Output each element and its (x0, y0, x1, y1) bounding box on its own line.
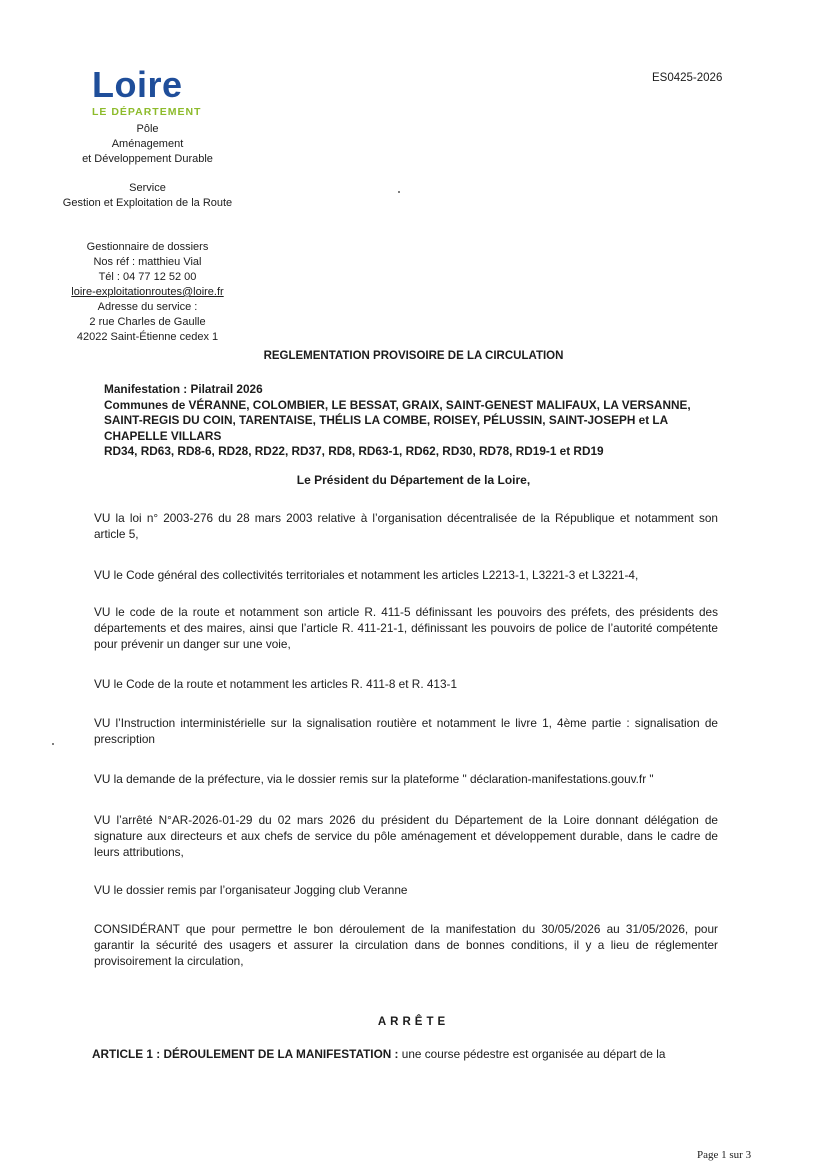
contact-block (40, 240, 255, 345)
vu-paragraph: VU le Code général des collectivités territoriales et notamment les articles L2213-1, L3221-3 et L3221-4, (94, 568, 639, 582)
communes-list: Communes de VÉRANNE, COLOMBIER, LE BESSAT, GRAIX, SAINT-GENEST MALIFAUX, LA VERSANNE, SAINT-REGIS DU COIN, TARENTAISE, THÉLIS LA COMBE, ROISEY, PÉLUSSIN, SAINT-JOSEPH et LA CHAPELLE VILLARS (104, 397, 691, 443)
manifestation-name: Manifestation : Pilatrail 2026 (104, 382, 263, 396)
service-line: Gestion et Exploitation de la Route (62, 197, 233, 209)
logo-subtitle: LE DÉPARTEMENT (92, 106, 202, 118)
page-number: Page 1 sur 3 (697, 1149, 752, 1161)
vu-paragraph: VU le Code de la route et notamment les articles R. 411-8 et R. 413-1 (94, 677, 458, 691)
considerant-paragraph: CONSIDÉRANT que pour permettre le bon déroulement de la manifestation du 30/05/2026 au 31/05/2026, pour garantir la sécurité des usagers et assurer la circulation dans de bonnes conditions, il y a lieu de réglementer provisoirement la circulation, (94, 922, 718, 968)
pole-block (60, 122, 235, 167)
contact-label: Gestionnaire de dossiers (86, 241, 209, 253)
pole-line: et Développement Durable (82, 153, 213, 165)
vu-paragraph: VU l’arrêté N°AR-2026-01-29 du 02 mars 2026 du président du Département de la Loire donnant délégation de signature aux directeurs et aux chefs de service du pôle aménagement et développement durable, dans le cadre de leurs attributions, (94, 813, 718, 859)
roads-list: RD34, RD63, RD8-6, RD28, RD22, RD37, RD8, RD63-1, RD62, RD30, RD78, RD19-1 et RD19 (104, 444, 604, 458)
document-reference: ES0425-2026 (652, 72, 723, 84)
address-street: 2 rue Charles de Gaulle (89, 316, 206, 328)
pole-line: Aménagement (111, 138, 184, 150)
address-label: Adresse du service : (97, 301, 198, 313)
scan-speck (398, 191, 400, 193)
logo-word: Loire (92, 64, 183, 105)
article-1-title: ARTICLE 1 : DÉROULEMENT DE LA MANIFESTATION : (92, 1047, 399, 1061)
vu-paragraph: VU le dossier remis par l’organisateur Jogging club Veranne (94, 883, 408, 897)
vu-paragraph: VU le code de la route et notamment son article R. 411-5 définissant les pouvoirs des préfets, des présidents des départements et des maires, ainsi que l’article R. 411-21-1, définissant les pouvoirs de police de l’autorité compétente pour prévenir un danger sur une voie, (94, 605, 718, 651)
vu-paragraph: VU la demande de la préfecture, via le dossier remis sur la plateforme " déclaration-manifestations.gouv.fr " (94, 772, 654, 786)
arrete-heading: ARRÊTE (377, 1016, 450, 1028)
vu-paragraph: VU la loi n° 2003-276 du 28 mars 2003 relative à l’organisation décentralisée de la République et notamment son article 5, (94, 511, 718, 541)
manifestation-block (104, 382, 724, 460)
address-city: 42022 Saint-Étienne cedex 1 (76, 331, 219, 343)
scan-speck (52, 743, 54, 745)
president-heading: Le Président du Département de la Loire, (296, 473, 531, 487)
article-1-text: une course pédestre est organisée au départ de la (398, 1047, 666, 1061)
contact-ref: Nos réf : matthieu Vial (93, 256, 202, 268)
pole-line: Pôle (136, 123, 159, 135)
service-line: Service (129, 182, 166, 194)
vu-paragraph: VU l’Instruction interministérielle sur la signalisation routière et notamment le livre 1, 4ème partie : signalisation de prescription (94, 716, 718, 746)
service-block (40, 181, 255, 211)
contact-email-link[interactable]: loire-exploitationroutes@loire.fr (71, 286, 224, 298)
document-title: REGLEMENTATION PROVISOIRE DE LA CIRCULATION (263, 350, 564, 362)
contact-phone: Tél : 04 77 12 52 00 (98, 271, 197, 283)
article-1 (92, 1046, 718, 1062)
department-logo (92, 66, 212, 118)
